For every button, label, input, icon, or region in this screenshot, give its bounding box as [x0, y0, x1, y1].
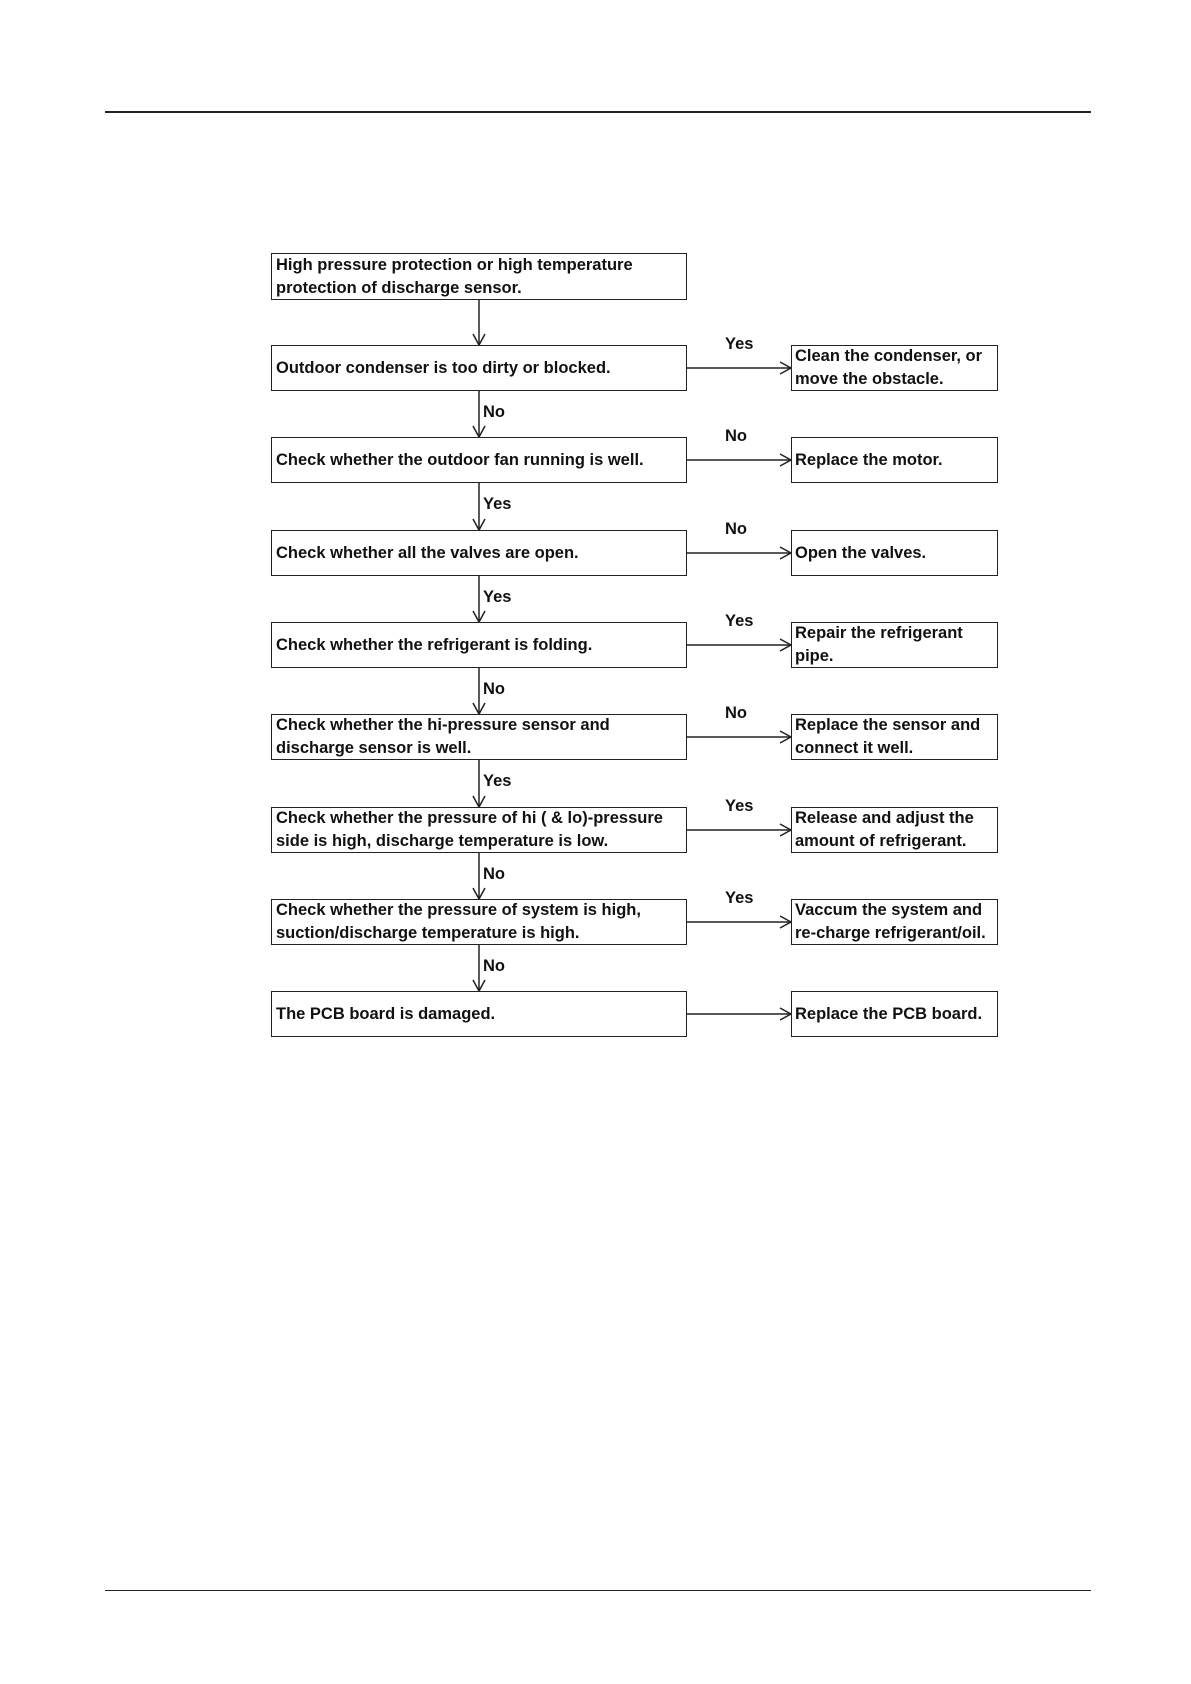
start-text: High pressure protection or high temperature protection of discharge sensor. [276, 255, 633, 297]
solution-box [791, 714, 998, 760]
solution-box [791, 807, 998, 853]
branch-label: Yes [725, 889, 754, 907]
down-label: Yes [483, 495, 512, 513]
question-text: Check whether the refrigerant is folding. [276, 635, 593, 654]
question-box [271, 807, 687, 853]
question-box [271, 437, 687, 483]
branch-label: No [725, 520, 747, 538]
branch-label: No [725, 704, 747, 722]
solution-text: Vaccum the system and re-charge refrigerant/oil. [795, 901, 986, 942]
solution-text: Repair the refrigerant pipe. [795, 624, 963, 665]
question-box [271, 345, 687, 391]
down-label: No [483, 865, 505, 883]
solution-box [791, 345, 998, 391]
solution-box [791, 899, 998, 945]
solution-box [791, 991, 998, 1037]
solution-box [791, 530, 998, 576]
branch-label: Yes [725, 335, 754, 353]
solution-text: Replace the sensor and connect it well. [795, 716, 981, 757]
branch-label: Yes [725, 797, 754, 815]
solution-box [791, 622, 998, 668]
solution-text: Replace the PCB board. [795, 1004, 983, 1023]
solution-text: Clean the condenser, or move the obstacle. [795, 347, 983, 388]
down-label: No [483, 957, 505, 975]
down-label: Yes [483, 588, 512, 606]
question-text: The PCB board is damaged. [276, 1004, 496, 1023]
question-box [271, 622, 687, 668]
solution-text: Replace the motor. [795, 450, 943, 469]
question-text: Check whether the outdoor fan running is well. [276, 450, 644, 469]
branch-label: No [725, 427, 747, 445]
question-text: Check whether the hi-pressure sensor and discharge sensor is well. [276, 716, 610, 757]
down-label: No [483, 403, 505, 421]
question-box [271, 714, 687, 760]
question-text: Check whether the pressure of hi ( & lo)-pressure side is high, discharge temperature is low. [276, 809, 663, 850]
footer-rule [105, 1590, 1091, 1591]
solution-box [791, 437, 998, 483]
question-text: Check whether the pressure of system is high, suction/discharge temperature is high. [276, 901, 641, 942]
question-text: Outdoor condenser is too dirty or blocked. [276, 358, 611, 377]
start-box [271, 253, 687, 300]
question-text: Check whether all the valves are open. [276, 543, 579, 562]
solution-text: Open the valves. [795, 543, 927, 562]
question-box [271, 530, 687, 576]
down-label: Yes [483, 772, 512, 790]
solution-text: Release and adjust the amount of refrigerant. [795, 809, 974, 850]
branch-label: Yes [725, 612, 754, 630]
down-label: No [483, 680, 505, 698]
question-box [271, 899, 687, 945]
question-box [271, 991, 687, 1037]
